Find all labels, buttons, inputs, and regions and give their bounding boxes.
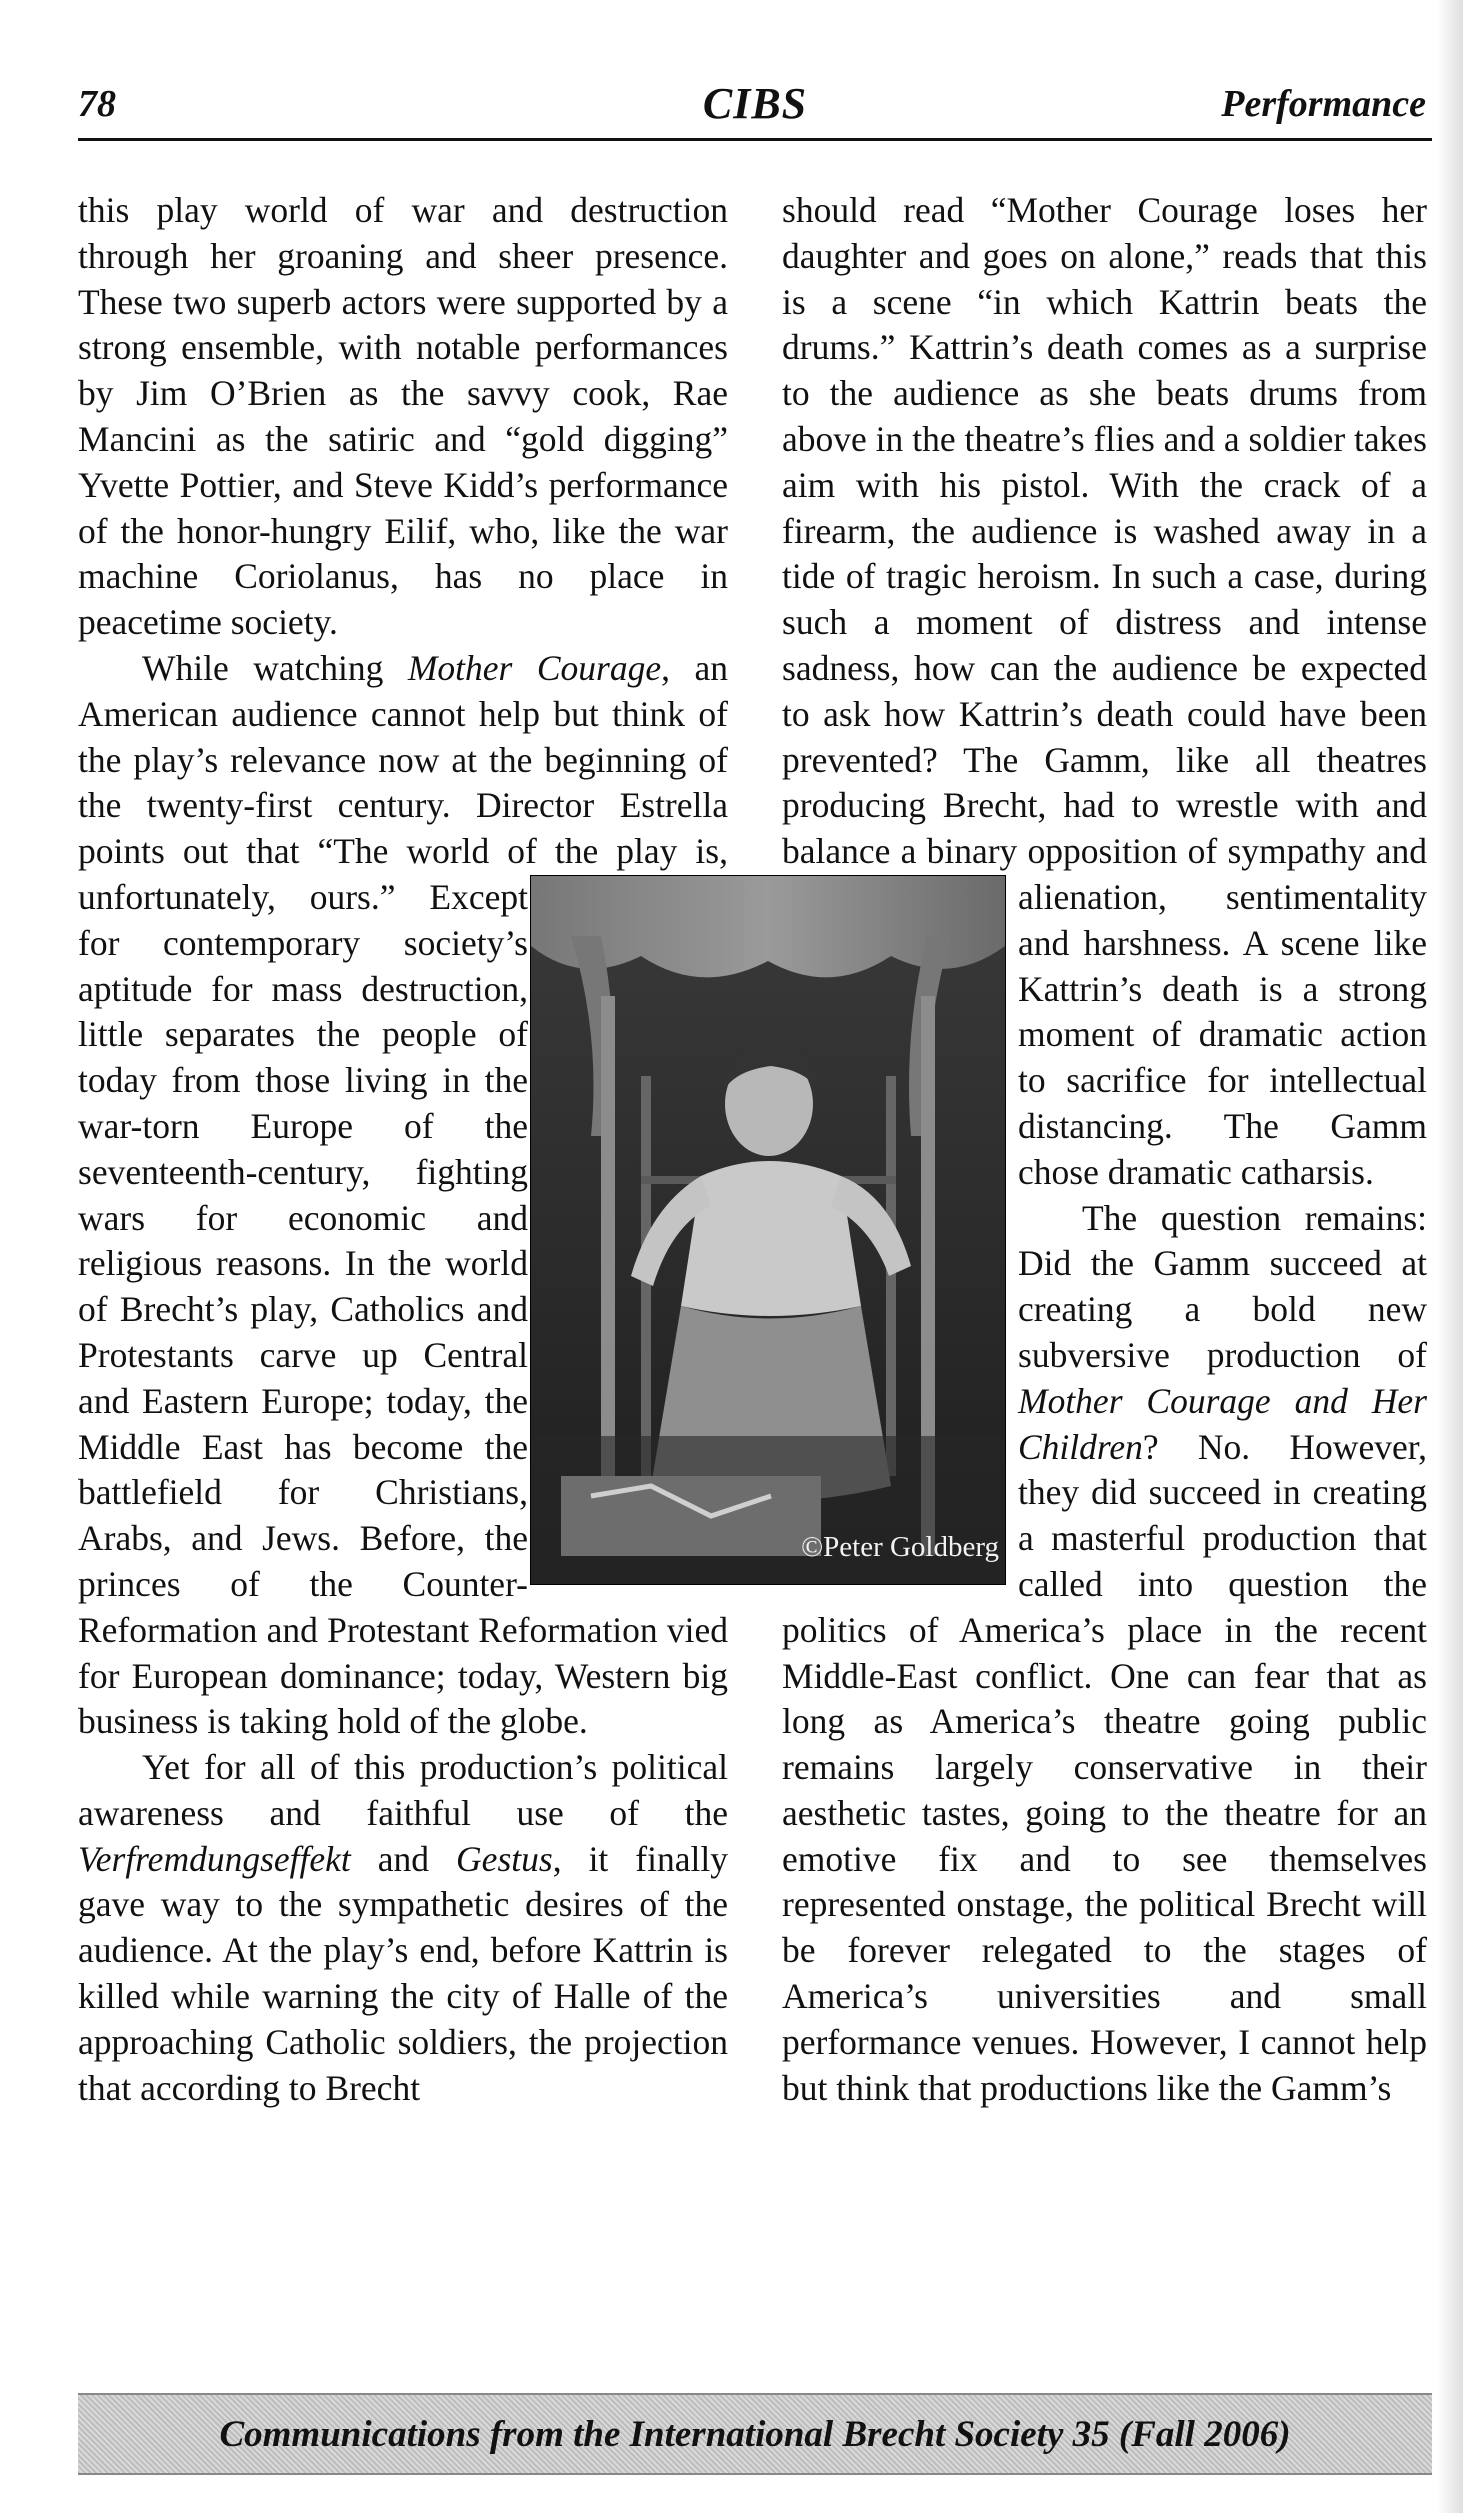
page-footer — [78, 2393, 1432, 2475]
photo-credit: ©Peter Goldberg — [801, 1531, 999, 1563]
section-title: Performance — [1221, 83, 1426, 125]
page-header — [78, 78, 1432, 138]
left-p3-text-c: , it finally gave way to the sympathetic desires of the audience. At the play’s end, before Kattrin is killed while warning the city of Halle of the approaching Catholic soldiers, the projection that according to Brecht — [78, 1838, 728, 2108]
footer-citation: Communications from the International Brecht Society 35 (Fall 2006) — [219, 2413, 1291, 2455]
page-edge-shadow — [1437, 0, 1463, 2513]
left-p2-text-b: , an American audience cannot help but think of the play’s relevance now at the beginning of the twenty-first century. Director Estrella points out that “The world of the play is, unfortunately, ours.” Except for contemporary society’s aptitude for mass destruction, little separates the people of today from those living in the war-torn Europe of the seventeenth-century, fighting wars for economic and religious reasons. In the world of Brecht’s play, Catholics and Protestants carve up Central and Eastern Europe; today, the Middle East has become the battlefield for Christians, Arabs, and Jews. Before, the princes of the Counter-Reformation and Protestant Reformation vied for European dominance; today, Western big business is taking hold of the globe. — [78, 647, 728, 1742]
header-rule — [78, 138, 1432, 141]
right-p2-text-a: The question remains: Did the Gamm succeed at creating a bold new subversive production of — [1018, 1197, 1427, 1375]
left-p2-text-a: While watching — [142, 647, 408, 688]
left-paragraph-1: this play world of war and destruction through her groaning and sheer presence. These two superb actors were supported by a strong ensemble, with notable performances by Jim O’Brien as the savvy cook, Rae Mancini as the satiric and “gold digging” Yvette Pottier, and Steve Kidd’s performance of the honor-hungry Eilif, who, like the war machine Coriolanus, has no place in peacetime society. — [78, 190, 728, 643]
page-number: 78 — [78, 83, 116, 125]
left-p3-text-a: Yet for all of this production’s political awareness and faithful use of the — [78, 1747, 728, 1833]
production-photo — [530, 875, 1006, 1585]
left-p3-term-verfremdung: Verfremdungseffekt — [78, 1838, 351, 1879]
left-p3-text-b: and — [350, 1838, 457, 1879]
left-paragraph-3 — [78, 1745, 728, 2111]
right-p2-text-b: ? No. However, they did succeed in creating a masterful production that called into question the politics of America’s place in the recent Middle-East conflict. One can fear that as long as America’s theatre going public remains largely conservative in their aesthetic tastes, going to the theatre for an emotive fix and to see themselves represented onstage, the political Brecht will be forever relegated to the stages of America’s universities and small performance venues. However, I cannot help but think that productions like the Gamm’s — [782, 1426, 1427, 2108]
photo-image — [531, 876, 1005, 1584]
left-p2-play-title: Mother Courage — [407, 647, 662, 688]
right-p2-play-title: Mother Courage and Her Children — [1018, 1380, 1427, 1467]
journal-title: CIBS — [702, 79, 808, 128]
left-p3-term-gestus: Gestus — [456, 1838, 553, 1879]
right-paragraph-1: should read “Mother Courage loses her daughter and goes on alone,” reads that this is a scene “in which Kattrin beats the drums.” Kattrin’s death comes as a surprise to the audience as she beats drums from above in the theatre’s flies and a soldier takes aim with his pistol. With the crack of a firearm, the audience is washed away in a tide of tragic heroism. In such a case, during such a moment of distress and intense sadness, how can the audience be expected to ask how Kattrin’s death could have been prevented? The Gamm, like all theatres producing Brecht, had to wrestle with and balance a binary opposition of sympathy and alienation, sentimentality and harshness. A scene like Kattrin’s death is a strong moment of dramatic action to sacrifice for intellectual distancing. The Gamm chose dramatic catharsis. — [782, 190, 1427, 1192]
